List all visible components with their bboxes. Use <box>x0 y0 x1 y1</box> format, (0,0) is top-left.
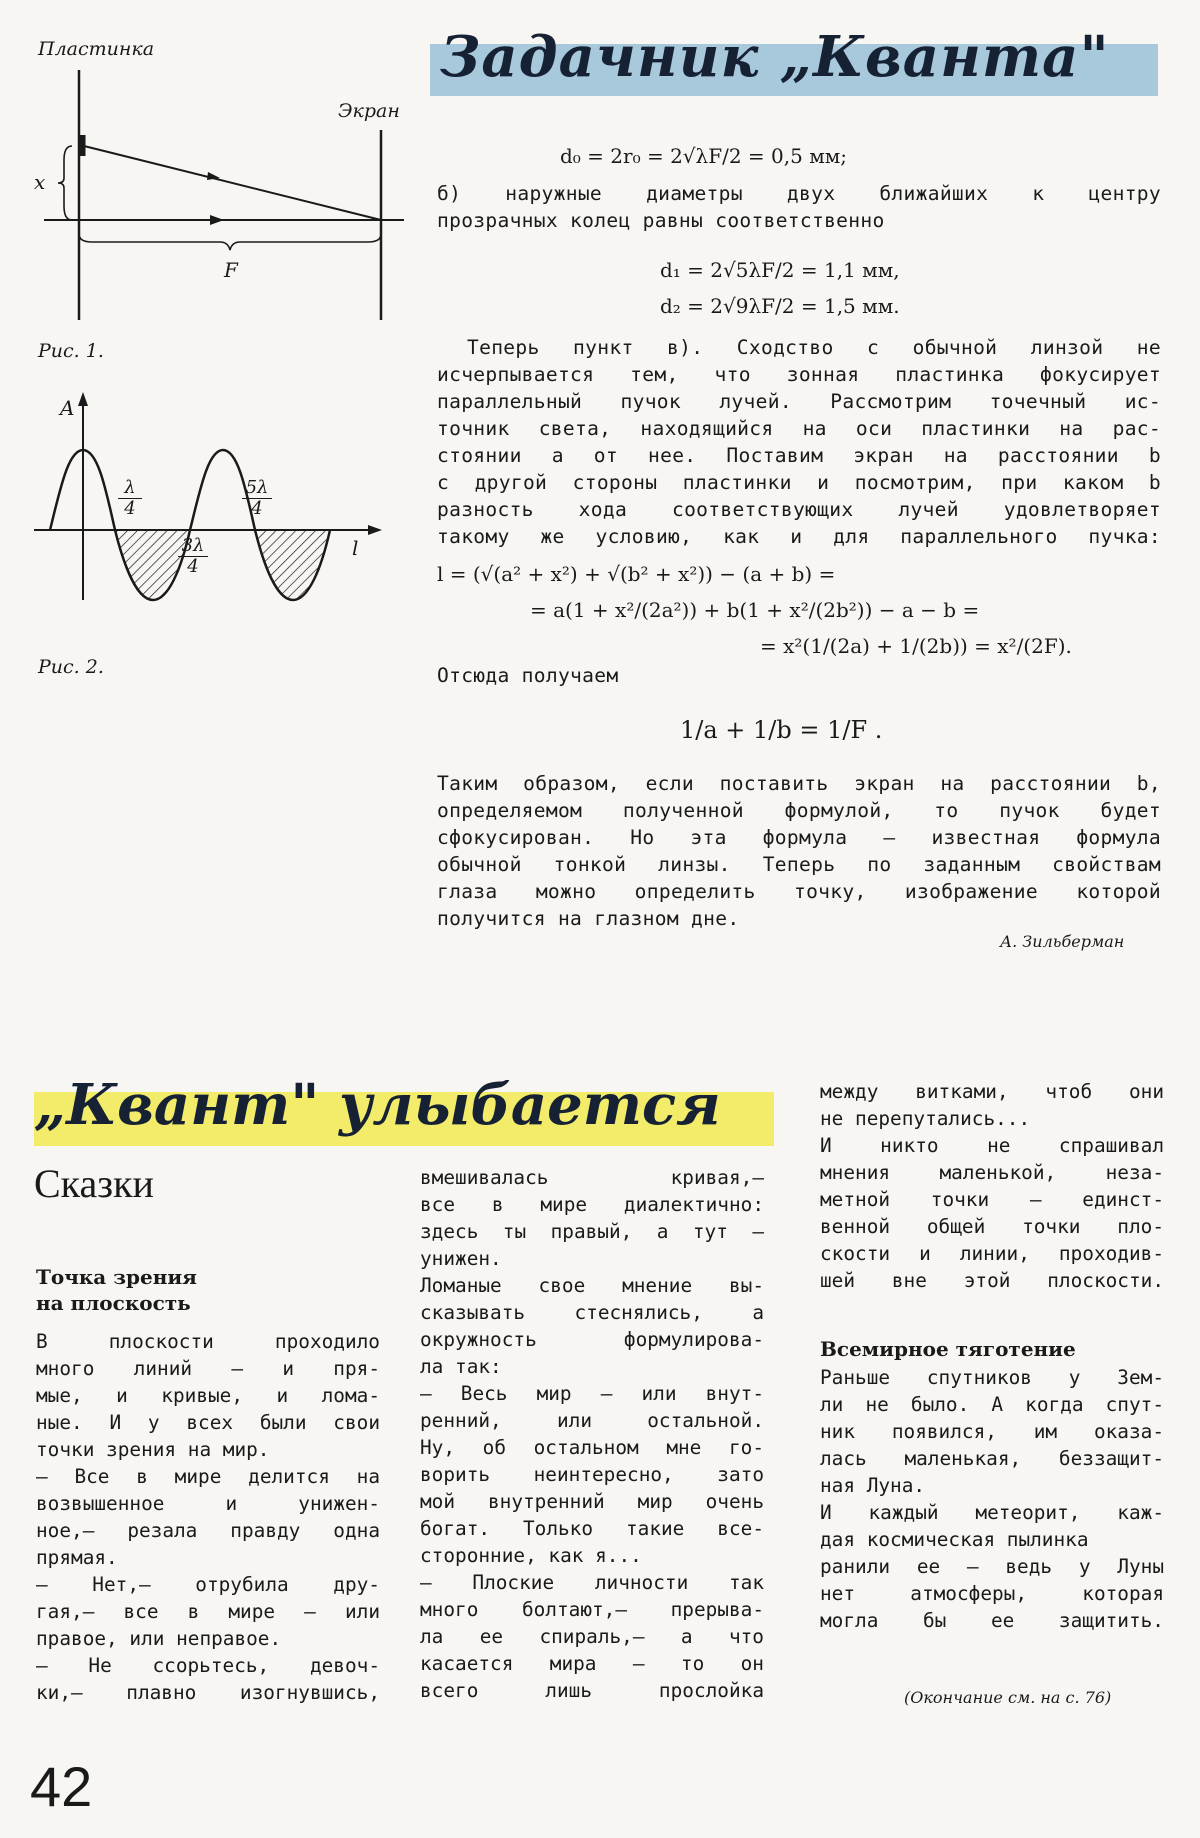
figure2-label-l: l <box>352 536 359 560</box>
col1-line: — Нет,— отрубила дру- <box>36 1573 380 1596</box>
lens-formula: 1/a + 1/b = 1/F . <box>680 716 883 744</box>
formula-l3: = x²(1/(2a) + 1/(2b)) = x²/(2F). <box>760 634 1072 658</box>
col3a-line: между витками, чтоб они <box>820 1080 1164 1103</box>
col1-line: — Все в мире делится на <box>36 1465 380 1488</box>
author-signature: А. Зильберман <box>1000 932 1125 951</box>
col3b-line: могла бы ее защитить. <box>820 1609 1164 1632</box>
col2-line: окружность формулирова- <box>420 1328 764 1351</box>
col2-line: Ну, об остальном мне го- <box>420 1436 764 1459</box>
col3b-line: ная Луна. <box>820 1474 926 1497</box>
para-b-line: прозрачных колец равны соответственно <box>437 209 885 232</box>
col1-line: возвышенное и унижен- <box>36 1492 380 1515</box>
para-v-line: разность хода соответствующих лучей удовлетворяет <box>437 498 1161 521</box>
formula-d0: d₀ = 2r₀ = 2√λF/2 = 0,5 мм; <box>560 144 848 168</box>
para-final-line: получится на глазном дне. <box>437 907 740 930</box>
page-number: 42 <box>30 1755 93 1818</box>
figure1-label-x: x <box>34 170 46 194</box>
figure1-diagram <box>24 60 414 330</box>
para-final-line: глаза можно определить точку, изображение которой <box>437 880 1161 903</box>
figure2-lambda4-den: 4 <box>124 498 136 519</box>
story1-title-line: на плоскость <box>36 1291 191 1315</box>
col3a-line: мнения маленькой, неза- <box>820 1161 1164 1184</box>
col2-line: много болтают,— прерыва- <box>420 1598 764 1621</box>
column-3b <box>820 1364 1164 1634</box>
figure2-3lambda4-den: 4 <box>187 556 199 577</box>
para-v-line: такому же условию, как и для параллельного пучка: <box>437 525 1161 548</box>
col2-line: касается мира — то он <box>420 1652 764 1675</box>
col2-line: вмешивалась кривая,— <box>420 1166 764 1189</box>
col2-line: ла ее спираль,— а что <box>420 1625 764 1648</box>
figure2-lambda4-num: λ <box>118 478 142 499</box>
col3a-line: венной общей точки пло- <box>820 1215 1164 1238</box>
story1-title <box>36 1264 197 1316</box>
col1-line: правое, или неправое. <box>36 1627 282 1650</box>
column-1 <box>36 1328 380 1706</box>
para-v-line: стоянии a от нее. Поставим экран на расстоянии b <box>437 444 1161 467</box>
figure2-label-A: A <box>60 396 75 420</box>
col1-line: мые, и кривые, и лома- <box>36 1384 380 1407</box>
figure2-5lambda4-num: 5λ <box>242 478 272 499</box>
para-b-line: б) наружные диаметры двух ближайших к центру <box>437 182 1161 205</box>
top-section-title: Задачник „Кванта" <box>440 24 1110 90</box>
col3a-line: И никто не спрашивал <box>820 1134 1164 1157</box>
col3a-line: не перепутались... <box>820 1107 1031 1130</box>
para-v-line: Теперь пункт в). Сходство с обычной линзой не <box>467 336 1161 359</box>
col3b-line: И каждый метеорит, каж- <box>820 1501 1164 1524</box>
para-b <box>437 180 1161 234</box>
figure1-caption: Рис. 1. <box>38 340 104 362</box>
col2-line: всего лишь прослойка <box>420 1679 764 1702</box>
para-final <box>437 770 1161 932</box>
col3b-line: нет атмосферы, которая <box>820 1582 1164 1605</box>
para-final-line: обычной тонкой линзы. Теперь по заданным свойствам <box>437 853 1161 876</box>
formula-l2: = a(1 + x²/(2a²)) + b(1 + x²/(2b²)) − a − b = <box>530 598 980 622</box>
formula-d1: d₁ = 2√5λF/2 = 1,1 мм, <box>660 258 900 282</box>
col2-line: — Плоские личности так <box>420 1571 764 1594</box>
col1-line: гая,— все в мире — или <box>36 1600 380 1623</box>
column-2 <box>420 1164 764 1704</box>
figure2-5lambda4-den: 4 <box>251 498 263 519</box>
para-final-line: Таким образом, если поставить экран на расстоянии b, <box>437 772 1161 795</box>
col2-line: сторонние, как я... <box>420 1544 642 1567</box>
figure2-label-3lambda4 <box>178 536 208 577</box>
col2-line: — Весь мир — или внут- <box>420 1382 764 1405</box>
col3b-line: Раньше спутников у Зем- <box>820 1366 1164 1389</box>
figure1-label-F: F <box>224 258 238 282</box>
column-3a <box>820 1078 1164 1294</box>
col1-line: много линий — и пря- <box>36 1357 380 1380</box>
col1-line: прямая. <box>36 1546 118 1569</box>
col2-line: ренний, или остальной. <box>420 1409 764 1432</box>
formula-l1: l = (√(a² + x²) + √(b² + x²)) − (a + b) = <box>437 562 836 586</box>
col3b-line: дая космическая пылинка <box>820 1528 1089 1551</box>
figure2-label-5lambda4 <box>242 478 272 519</box>
text-hence: Отсюда получаем <box>437 664 619 687</box>
para-final-line: определяемом полученной формулой, то пучок будет <box>437 799 1161 822</box>
figure1-label-screen: Экран <box>338 100 400 122</box>
col3b-line: ник появился, им оказа- <box>820 1420 1164 1443</box>
para-final-line: сфокусирован. Но эта формула — известная формула <box>437 826 1161 849</box>
col2-line: унижен. <box>420 1247 502 1270</box>
col2-line: все в мире диалектично: <box>420 1193 764 1216</box>
figure1-label-plate: Пластинка <box>38 38 155 60</box>
col3b-line: лась маленькая, беззащит- <box>820 1447 1164 1470</box>
figure2-diagram <box>30 390 390 610</box>
col2-line: ворить неинтересно, зато <box>420 1463 764 1486</box>
col1-line: — Не ссорьтесь, девоч- <box>36 1654 380 1677</box>
section-heading: Сказки <box>34 1161 154 1206</box>
col2-line: мой внутренний мир очень <box>420 1490 764 1513</box>
col1-line: ные. И у всех были свои <box>36 1411 380 1434</box>
col1-line: ки,— плавно изогнувшись, <box>36 1681 380 1704</box>
col1-line: В плоскости проходило <box>36 1330 380 1353</box>
col1-line: ное,— резала правду одна <box>36 1519 380 1542</box>
col3b-line: ранили ее — ведь у Луны <box>820 1555 1164 1578</box>
para-v-line: точник света, находящийся на оси пластинки на рас- <box>437 417 1161 440</box>
para-v-line: исчерпывается тем, что зонная пластинка фокусирует <box>437 363 1161 386</box>
col3a-line: шей вне этой плоскости. <box>820 1269 1164 1292</box>
para-v-line: параллельный пучок лучей. Рассмотрим точечный ис- <box>437 390 1161 413</box>
col2-line: ла так: <box>420 1355 502 1378</box>
col1-line: точки зрения на мир. <box>36 1438 270 1461</box>
formula-d2: d₂ = 2√9λF/2 = 1,5 мм. <box>660 294 900 318</box>
continued-note: (Окончание см. на с. 76) <box>904 1688 1112 1707</box>
col2-line: сказывать стеснялись, а <box>420 1301 764 1324</box>
bottom-section-title: „Квант" улыбается <box>34 1072 721 1138</box>
story1-title-line: Точка зрения <box>36 1265 197 1289</box>
col2-line: богат. Только такие все- <box>420 1517 764 1540</box>
figure2-3lambda4-num: 3λ <box>178 536 208 557</box>
col3a-line: метной точки — единст- <box>820 1188 1164 1211</box>
col2-line: Ломаные свое мнение вы- <box>420 1274 764 1297</box>
para-v-line: с другой стороны пластинки и посмотрим, при каком b <box>437 471 1161 494</box>
col2-line: здесь ты правый, а тут — <box>420 1220 764 1243</box>
figure2-caption: Рис. 2. <box>38 656 104 678</box>
col3b-line: ли не было. А когда спут- <box>820 1393 1164 1416</box>
figure2-label-lambda4 <box>118 478 142 519</box>
col3a-line: скости и линии, проходив- <box>820 1242 1164 1265</box>
para-v <box>437 334 1161 550</box>
story2-title: Всемирное тяготение <box>820 1337 1076 1361</box>
